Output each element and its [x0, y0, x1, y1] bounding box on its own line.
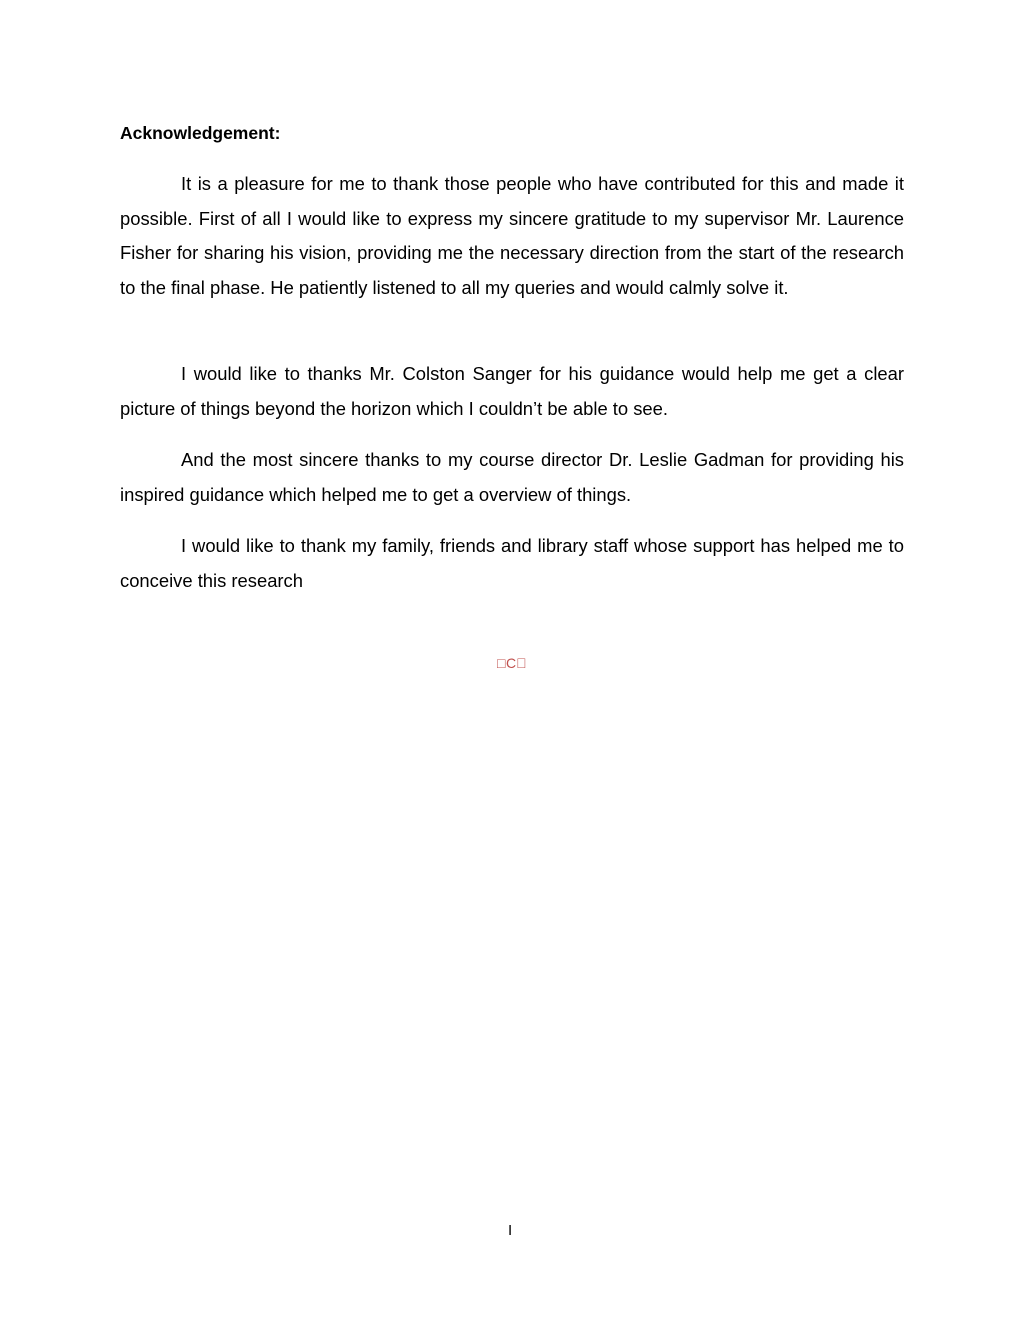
page-number: I [508, 1222, 513, 1239]
paragraph-4: I would like to thank my family, friends and library staff whose support has helped me to conceive this research [120, 535, 904, 591]
paragraph-2: I would like to thanks Mr. Colston Sanger for his guidance would help me get a clear picture of things beyond the horizon which I couldn’t be able to see. [120, 363, 904, 419]
paragraph-3: And the most sincere thanks to my course director Dr. Leslie Gadman for providing his inspired guidance which helped me to get a overview of things. [120, 449, 904, 505]
paragraph-1: It is a pleasure for me to thank those people who have contributed for this and made it possible. First of all I would like to express my sincere gratitude to my supervisor Mr. Laurence Fisher for sharing his vision, providing me the necessary direction from the start of the research to the final phase. He patiently listened to all my queries and would calmly solve it. [120, 173, 904, 298]
section-heading: Acknowledgement: [120, 123, 281, 143]
center-mark: □C⃞ [497, 655, 528, 671]
